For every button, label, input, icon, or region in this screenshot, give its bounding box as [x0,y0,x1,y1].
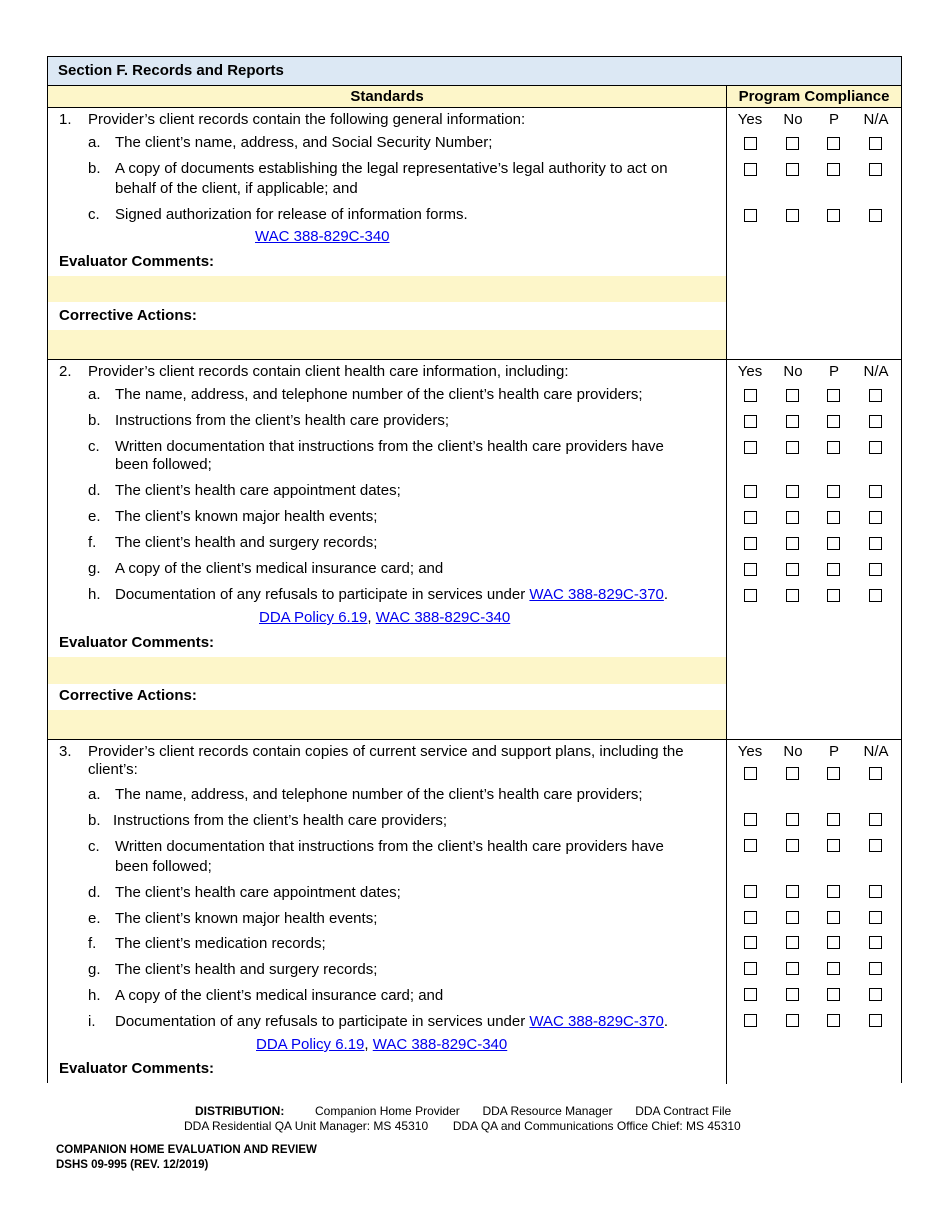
item-3-number: 3. [59,743,72,760]
item-2f-no-checkbox[interactable] [786,537,799,550]
item-3c-na-checkbox[interactable] [869,839,882,852]
item-1b-text-line2: behalf of the client, if applicable; and [115,180,358,197]
item-3-no-checkbox[interactable] [786,767,799,780]
item-3d-letter: d. [88,884,101,901]
item-1c-no-checkbox[interactable] [786,209,799,222]
form-title: COMPANION HOME EVALUATION AND REVIEW [56,1144,317,1156]
item-2h-text [115,585,668,605]
item-2-references: DDA Policy 6.19, WAC 388-829C-340 [259,609,511,626]
item-2c-text-line1: Written documentation that instructions from the client’s health care providers have [115,438,664,455]
item-2f-letter: f. [88,534,97,551]
item-3b-yes-checkbox[interactable] [744,813,757,826]
item-1b-yes-checkbox[interactable] [744,163,757,176]
item-2a-text: The name, address, and telephone number of the client’s health care providers; [115,386,643,403]
item-1a-yes-checkbox[interactable] [744,137,757,150]
item-1c-yes-checkbox[interactable] [744,209,757,222]
item-3-text-line2: client’s: [88,761,138,778]
item-3i-period: . [663,1013,669,1030]
item-2b-no-checkbox[interactable] [786,415,799,428]
item-3d-p-checkbox[interactable] [827,885,840,898]
item-2a-p-checkbox[interactable] [827,389,840,402]
item-2b-p-checkbox[interactable] [827,415,840,428]
item-2a-yes-checkbox[interactable] [744,389,757,402]
item-3c-yes-checkbox[interactable] [744,839,757,852]
item-3f-letter: f. [88,935,97,952]
item-3g-text: The client’s health and surgery records; [115,961,378,978]
item-3g-no-checkbox[interactable] [786,962,799,975]
distribution-companion-home-provider: Companion Home Provider [315,1104,460,1118]
item-2e-yes-checkbox[interactable] [744,511,757,524]
item-3b-p-checkbox[interactable] [827,813,840,826]
item-3i-text [115,1012,668,1032]
item-1-reference-link[interactable]: WAC 388-829C-340 [255,228,390,245]
item-1-evaluator-comments-label: Evaluator Comments: [59,253,215,270]
item-3d-text: The client’s health care appointment dates; [115,884,401,901]
item-2-text: Provider’s client records contain client health care information, including: [88,363,569,380]
item-3i-no-checkbox[interactable] [786,1014,799,1027]
item-2b-text: Instructions from the client’s health care providers; [115,412,450,429]
item-3-p-header: P [828,743,839,760]
item-3-p-checkbox[interactable] [827,767,840,780]
item-3i-text-body: Documentation of any refusals to participate in services under [115,1013,526,1030]
item-divider [48,359,901,360]
item-3e-no-checkbox[interactable] [786,911,799,924]
item-2h-period: . [663,586,669,603]
item-2c-yes-checkbox[interactable] [744,441,757,454]
item-3d-no-checkbox[interactable] [786,885,799,898]
item-1-corrective-actions-field[interactable] [48,330,726,359]
item-3a-letter: a. [88,786,101,803]
item-3g-letter: g. [88,961,101,978]
item-2h-na-checkbox[interactable] [869,589,882,602]
item-1b-letter: b. [88,160,101,177]
item-1b-no-checkbox[interactable] [786,163,799,176]
distribution-qa-office-chief: DDA QA and Communications Office Chief: MS 45310 [452,1119,741,1133]
item-2c-na-checkbox[interactable] [869,441,882,454]
item-2h-yes-checkbox[interactable] [744,589,757,602]
item-2b-letter: b. [88,412,101,429]
distribution-line-2 [184,1119,741,1134]
item-1-na-header: N/A [863,111,889,128]
item-3h-text: A copy of the client’s medical insurance card; and [115,987,444,1004]
item-2h-letter: h. [88,586,101,603]
item-3-yes-header: Yes [737,743,763,760]
distribution-label: DISTRIBUTION: [195,1104,285,1118]
item-3b-letter: b. [88,812,101,829]
item-1-p-header: P [828,111,839,128]
form-number: DSHS 09-995 (REV. 12/2019) [56,1159,209,1171]
item-2h-wac-link[interactable]: WAC 388-829C-370 [529,586,664,603]
item-2h-p-checkbox[interactable] [827,589,840,602]
item-2d-yes-checkbox[interactable] [744,485,757,498]
item-3i-wac-link[interactable]: WAC 388-829C-370 [529,1013,664,1030]
item-1c-text: Signed authorization for release of information forms. [115,206,468,223]
item-2e-na-checkbox[interactable] [869,511,882,524]
item-3b-na-checkbox[interactable] [869,813,882,826]
item-3a-text: The name, address, and telephone number of the client’s health care providers; [115,786,643,803]
item-divider [48,739,901,740]
item-3i-letter: i. [88,1013,96,1030]
item-3b-no-checkbox[interactable] [786,813,799,826]
item-1a-na-checkbox[interactable] [869,137,882,150]
item-3e-text: The client’s known major health events; [115,910,378,927]
item-2-p-header: P [828,363,839,380]
item-2h-text-body: Documentation of any refusals to participate in services under [115,586,526,603]
item-3-yes-checkbox[interactable] [744,767,757,780]
item-2a-no-checkbox[interactable] [786,389,799,402]
item-2-number: 2. [59,363,72,380]
item-2d-letter: d. [88,482,101,499]
item-2e-letter: e. [88,508,101,525]
item-3-na-header: N/A [863,743,889,760]
program-compliance-header: Program Compliance [727,86,901,108]
item-3f-no-checkbox[interactable] [786,936,799,949]
item-3h-p-checkbox[interactable] [827,988,840,1001]
item-1-yes-header: Yes [737,111,763,128]
item-2e-text: The client’s known major health events; [115,508,378,525]
item-3-references: DDA Policy 6.19, WAC 388-829C-340 [256,1036,508,1053]
item-2c-no-checkbox[interactable] [786,441,799,454]
item-2b-yes-checkbox[interactable] [744,415,757,428]
standards-header: Standards [48,86,726,108]
item-2g-no-checkbox[interactable] [786,563,799,576]
item-3-wac-link[interactable]: WAC 388-829C-340 [372,1036,508,1053]
item-3b-text: Instructions from the client’s health care providers; [113,812,448,829]
item-3g-p-checkbox[interactable] [827,962,840,975]
item-2-corrective-actions-label: Corrective Actions: [59,687,197,704]
evaluation-form [47,56,902,1083]
item-3e-yes-checkbox[interactable] [744,911,757,924]
item-2g-letter: g. [88,560,101,577]
form-footer [56,1143,317,1173]
item-3h-na-checkbox[interactable] [869,988,882,1001]
item-3e-na-checkbox[interactable] [869,911,882,924]
item-2-evaluator-comments-field[interactable] [48,657,726,684]
item-1-number: 1. [59,111,72,128]
item-3d-na-checkbox[interactable] [869,885,882,898]
item-3g-na-checkbox[interactable] [869,962,882,975]
item-2e-no-checkbox[interactable] [786,511,799,524]
item-1c-na-checkbox[interactable] [869,209,882,222]
item-2a-na-checkbox[interactable] [869,389,882,402]
item-3f-yes-checkbox[interactable] [744,936,757,949]
item-1b-na-checkbox[interactable] [869,163,882,176]
item-3-dda-policy-link[interactable]: DDA Policy 6.19 [256,1036,365,1053]
item-2f-p-checkbox[interactable] [827,537,840,550]
item-1b-text-line1: A copy of documents establishing the legal representative’s legal authority to act on [115,160,668,177]
item-3h-no-checkbox[interactable] [786,988,799,1001]
item-3c-letter: c. [88,838,100,855]
item-3c-text-line2: been followed; [115,858,212,875]
item-3i-p-checkbox[interactable] [827,1014,840,1027]
distribution-contract-file: DDA Contract File [635,1104,732,1118]
item-2g-yes-checkbox[interactable] [744,563,757,576]
item-2f-yes-checkbox[interactable] [744,537,757,550]
item-3c-p-checkbox[interactable] [827,839,840,852]
item-2-yes-header: Yes [737,363,763,380]
item-2f-text: The client’s health and surgery records; [115,534,378,551]
item-2d-p-checkbox[interactable] [827,485,840,498]
distribution-resource-manager: DDA Resource Manager [482,1104,613,1118]
item-2d-na-checkbox[interactable] [869,485,882,498]
item-2-corrective-actions-field[interactable] [48,710,726,739]
item-3e-letter: e. [88,910,101,927]
item-2h-no-checkbox[interactable] [786,589,799,602]
column-divider [726,85,727,1084]
item-2e-p-checkbox[interactable] [827,511,840,524]
item-2-evaluator-comments-label: Evaluator Comments: [59,634,215,651]
item-3f-p-checkbox[interactable] [827,936,840,949]
item-2d-text: The client’s health care appointment dates; [115,482,401,499]
item-1-no-header: No [783,111,803,128]
item-3-no-header: No [783,743,803,760]
item-3-text-line1: Provider’s client records contain copies of current service and support plans, including the [88,743,684,760]
item-2-na-header: N/A [863,363,889,380]
item-2d-no-checkbox[interactable] [786,485,799,498]
item-2f-na-checkbox[interactable] [869,537,882,550]
item-1-evaluator-comments-field[interactable] [48,276,726,302]
item-3c-no-checkbox[interactable] [786,839,799,852]
item-1-text: Provider’s client records contain the following general information: [88,111,526,128]
distribution-line-1 [195,1104,731,1119]
item-3f-na-checkbox[interactable] [869,936,882,949]
section-title: Section F. Records and Reports [48,57,901,86]
item-2g-text: A copy of the client’s medical insurance card; and [115,560,444,577]
item-1-corrective-actions-label: Corrective Actions: [59,307,197,324]
item-3-na-checkbox[interactable] [869,767,882,780]
item-3d-yes-checkbox[interactable] [744,885,757,898]
item-2a-letter: a. [88,386,101,403]
distribution-qa-unit-manager: DDA Residential QA Unit Manager: MS 45310 [184,1119,429,1133]
item-2-wac-link[interactable]: WAC 388-829C-340 [375,609,511,626]
item-1b-p-checkbox[interactable] [827,163,840,176]
item-2b-na-checkbox[interactable] [869,415,882,428]
item-3f-text: The client’s medication records; [115,935,326,952]
item-3i-na-checkbox[interactable] [869,1014,882,1027]
item-2g-na-checkbox[interactable] [869,563,882,576]
item-3c-text-line1: Written documentation that instructions from the client’s health care providers have [115,838,664,855]
item-3h-letter: h. [88,987,101,1004]
item-1a-p-checkbox[interactable] [827,137,840,150]
item-3i-yes-checkbox[interactable] [744,1014,757,1027]
item-1c-letter: c. [88,206,100,223]
item-2c-text-line2: been followed; [115,456,212,473]
item-2c-letter: c. [88,438,100,455]
item-3-evaluator-comments-label: Evaluator Comments: [59,1060,215,1077]
item-1a-text: The client’s name, address, and Social Security Number; [115,134,493,151]
item-1a-no-checkbox[interactable] [786,137,799,150]
item-2-no-header: No [783,363,803,380]
item-2g-p-checkbox[interactable] [827,563,840,576]
item-1c-p-checkbox[interactable] [827,209,840,222]
item-1a-letter: a. [88,134,101,151]
item-3e-p-checkbox[interactable] [827,911,840,924]
item-3h-yes-checkbox[interactable] [744,988,757,1001]
item-2-dda-policy-link[interactable]: DDA Policy 6.19 [259,609,368,626]
item-2c-p-checkbox[interactable] [827,441,840,454]
item-3g-yes-checkbox[interactable] [744,962,757,975]
